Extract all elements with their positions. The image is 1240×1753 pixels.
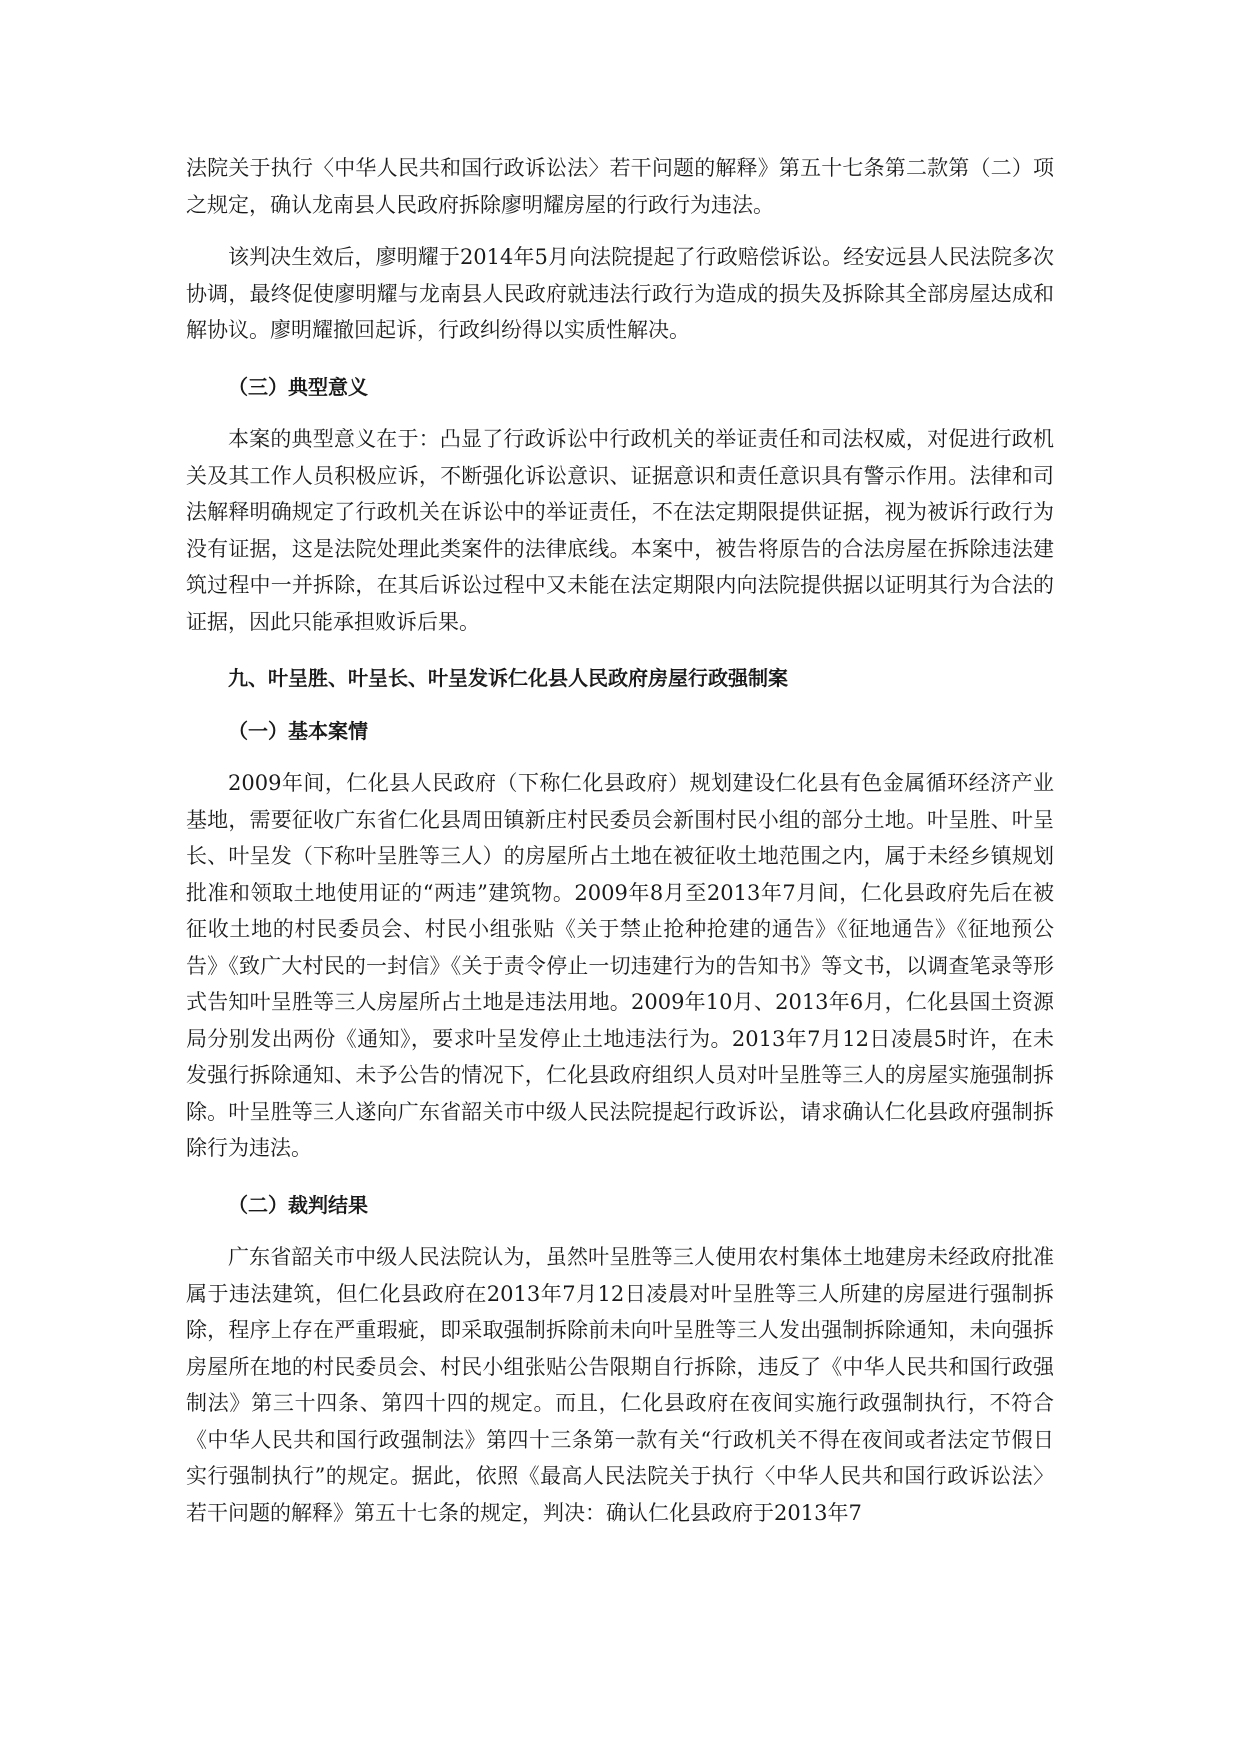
- document-page: [186, 150, 1054, 1531]
- judgment-heading: （二）裁判结果: [228, 1192, 368, 1217]
- case-title: 九、叶呈胜、叶呈长、叶呈发诉仁化县人民政府房屋行政强制案: [228, 666, 788, 690]
- judgment-paragraph: 广东省韶关市中级人民法院认为，虽然叶呈胜等三人使用农村集体土地建房未经政府批准属于违法建筑，但仁化县政府在2013年7月12日凌晨对叶呈胜等三人所建的房屋进行强制拆除，程序上存在严重瑕疵，即采取强制拆除前未向叶呈胜等三人发出强制拆除通知，未向强拆房屋所在地的村民委员会、村民小组张贴公告限期自行拆除，违反了《中华人民共和国行政强制法》第三十四条、第四十四的规定。而且，仁化县政府在夜间实施行政强制执行，不符合《中华人民共和国行政强制法》第四十三条第一款有关“行政机关不得在夜间或者法定节假日实行强制执行”的规定。据此，依照《最高人民法院关于执行〈中华人民共和国行政诉讼法〉若干问题的解释》第五十七条的规定，判决：确认仁化县政府于2013年7: [186, 1245, 1054, 1525]
- post-judgment-paragraph: 该判决生效后，廖明耀于2014年5月向法院提起了行政赔偿诉讼。经安远县人民法院多次协调，最终促使廖明耀与龙南县人民政府就违法行政行为造成的损失及拆除其全部房屋达成和解协议。廖明耀撤回起诉，行政纠纷得以实质性解决。: [186, 245, 1054, 342]
- facts-paragraph: 2009年间，仁化县人民政府（下称仁化县政府）规划建设仁化县有色金属循环经济产业基地，需要征收广东省仁化县周田镇新庄村民委员会新围村民小组的部分土地。叶呈胜、叶呈长、叶呈发（下称叶呈胜等三人）的房屋所占土地在被征收土地范围之内，属于未经乡镇规划批准和领取土地使用证的“两违”建筑物。2009年8月至2013年7月间，仁化县政府先后在被征收土地的村民委员会、村民小组张贴《关于禁止抢种抢建的通告》《征地通告》《征地预公告》《致广大村民的一封信》《关于责令停止一切违建行为的告知书》等文书，以调查笔录等形式告知叶呈胜等三人房屋所占土地是违法用地。2009年10月、2013年6月，仁化县国土资源局分别发出两份《通知》，要求叶呈发停止土地违法行为。2013年7月12日凌晨5时许，在未发强行拆除通知、未予公告的情况下，仁化县政府组织人员对叶呈胜等三人的房屋实施强制拆除。叶呈胜等三人遂向广东省韶关市中级人民法院提起行政诉讼，请求确认仁化县政府强制拆除行为违法。: [186, 771, 1054, 1160]
- significance-paragraph: 本案的典型意义在于：凸显了行政诉讼中行政机关的举证责任和司法权威，对促进行政机关及其工作人员积极应诉，不断强化诉讼意识、证据意识和责任意识具有警示作用。法律和司法解释明确规定了行政机关在诉讼中的举证责任，不在法定期限提供证据，视为被诉行政行为没有证据，这是法院处理此类案件的法律底线。本案中，被告将原告的合法房屋在拆除违法建筑过程中一并拆除，在其后诉讼过程中又未能在法定期限内向法院提供据以证明其行为合法的证据，因此只能承担败诉后果。: [186, 427, 1054, 634]
- continuation-paragraph: 法院关于执行〈中华人民共和国行政诉讼法〉若干问题的解释》第五十七条第二款第（二）项之规定，确认龙南县人民政府拆除廖明耀房屋的行政行为违法。: [186, 156, 1054, 217]
- significance-heading: （三）典型意义: [228, 374, 368, 399]
- facts-heading: （一）基本案情: [228, 718, 368, 743]
